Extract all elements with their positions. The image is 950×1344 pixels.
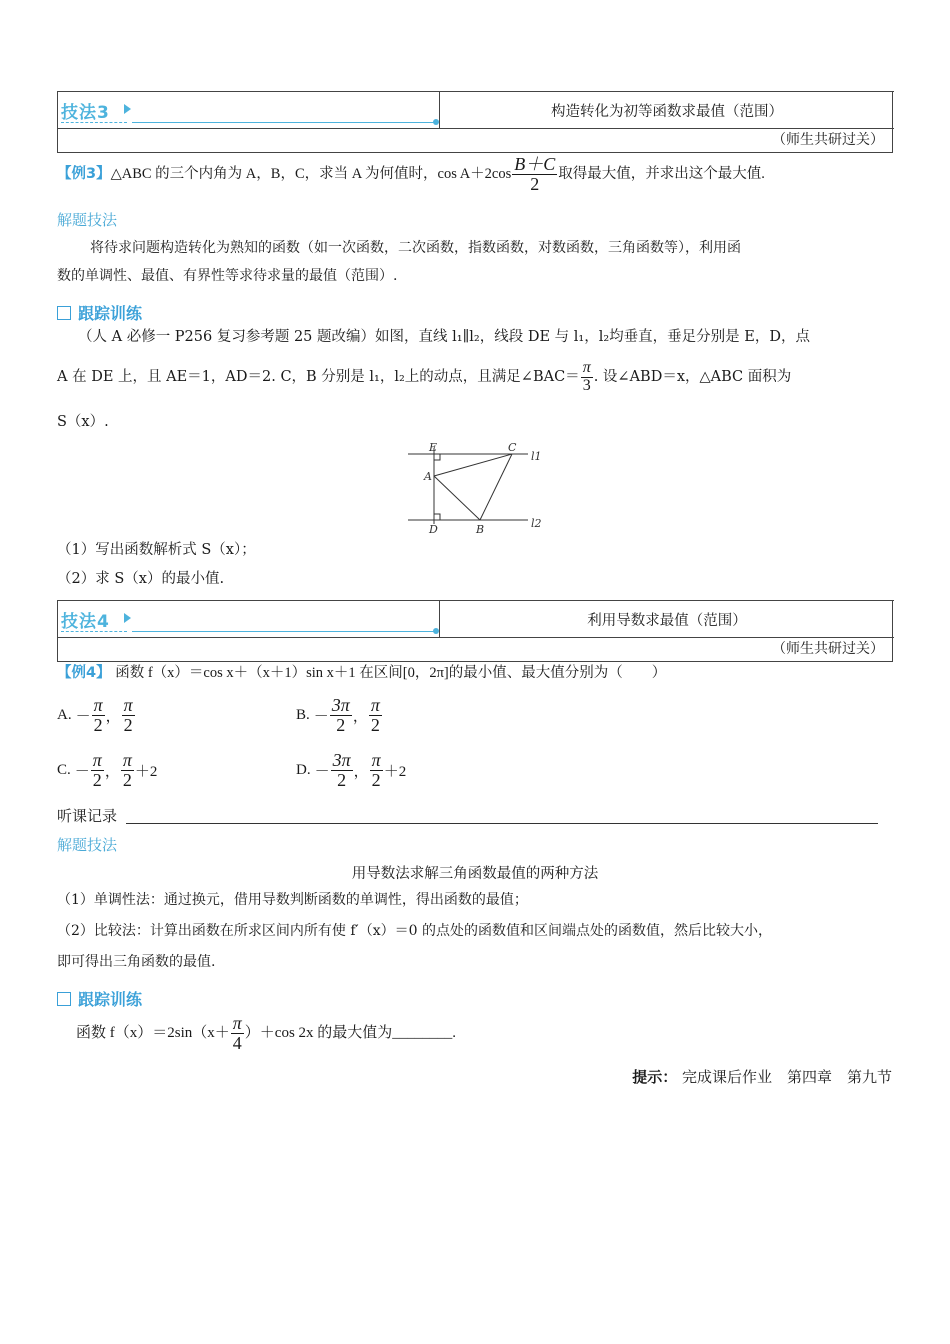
segment-AB: [434, 476, 480, 520]
segment-BC: [480, 454, 512, 520]
method-4-line-1: （1）单调性法：通过换元，借用导数判断函数的单调性，得出函数的最值；: [57, 892, 528, 908]
method-4-heading: 解题技法: [57, 836, 118, 854]
example-3: [57, 155, 897, 194]
technique-4-title: 利用导数求最值（范围）: [439, 600, 894, 638]
option-A: A. － $\frac{\pi}{2}$ ， $\frac{\pi}{2}$: [57, 695, 133, 735]
technique-3-title: 构造转化为初等函数求最值（范围）: [439, 91, 894, 129]
option-D: D. － $\frac{3\pi}{2}$ ， $\frac{\pi}{2}$ ＋2: [296, 750, 407, 790]
label-E: E: [429, 441, 438, 454]
label-A: A: [424, 470, 432, 483]
technique-3-badge: 技法3: [61, 103, 110, 123]
example-3-text-b: 取得最大值，并求出这个最大值.: [558, 166, 765, 183]
geometry-figure: [400, 438, 550, 538]
method-3-heading: 解题技法: [57, 211, 118, 229]
example-3-text-a: △ABC 的三个内角为 A，B，C，求当 A 为何值时，cos A＋2cos: [110, 166, 512, 183]
method-4-line-2: （2）比较法：计算出函数在所求区间内所有使 f′（x）＝0 的点处的函数值和区间端点处的函数值，然后比较大小，: [57, 923, 772, 939]
track-1-line-2: A 在 DE 上，且 AE＝1，AD＝2. C，B 分别是 l₁，l₂上的动点，且满足∠BAC＝ $\frac{\pi}{3}$ . 设∠ABD＝x，△ABC 面积为: [57, 359, 792, 394]
example-3-fraction: $\frac{B+C}{2}$: [514, 154, 556, 194]
example-4-label: 【例4】: [57, 665, 111, 681]
track-2-problem: 函数 f（x）＝2sin（x＋ $\frac{\pi}{4}$ ）＋cos 2x 的最大值为________.: [76, 1013, 457, 1053]
track-1-fraction: $\frac{\pi}{3}$: [582, 359, 591, 394]
right-angle-D: [434, 514, 440, 520]
notes-line: [126, 823, 878, 824]
label-C: C: [508, 441, 517, 454]
track-2-heading: 跟踪训练: [57, 987, 142, 1010]
track-1-line-1: （人 A 必修一 P256 复习参考题 25 题改编）如图，直线 l₁∥l₂，线段 DE 与 l₁，l₂均垂直，垂足分别是 E，D，点: [78, 329, 810, 345]
play-triangle-icon: [124, 104, 131, 114]
track-1-line-3: S（x）.: [57, 414, 109, 430]
label-B: B: [476, 523, 485, 536]
technique-4-note: （师生共研过关）: [58, 637, 892, 661]
technique-3-header: [57, 91, 893, 153]
option-B: B. － $\frac{3\pi}{2}$ ， $\frac{\pi}{2}$: [296, 695, 380, 735]
track-1-question-2: （2）求 S（x）的最小值.: [57, 571, 225, 587]
checkbox-icon: [57, 306, 71, 320]
technique-3-note: （师生共研过关）: [58, 128, 892, 152]
label-D: D: [429, 523, 438, 536]
hint-label: 提示：: [632, 1068, 678, 1086]
method-4-line-3: 即可得出三角函数的最值.: [57, 954, 216, 970]
segment-AC: [434, 454, 512, 476]
right-angle-E: [434, 454, 440, 460]
technique-4-badge: 技法4: [61, 612, 110, 632]
method-3-line-1: 将待求问题构造转化为熟知的函数（如一次函数，二次函数，指数函数，对数函数，三角函数等），利用函: [90, 240, 741, 256]
method-3-line-2: 数的单调性、最值、有界性等求待求量的最值（范围）.: [57, 268, 398, 284]
track-1-question-1: （1）写出函数解析式 S（x）；: [57, 542, 256, 558]
hint-text: 完成课后作业 第四章 第九节: [681, 1068, 892, 1086]
checkbox-icon: [57, 992, 71, 1006]
example-3-label: 【例3】: [57, 166, 111, 183]
footer-hint: [632, 1066, 892, 1087]
method-4-subtitle: 用导数法求解三角函数最值的两种方法: [351, 866, 599, 882]
track-2-fraction: $\frac{\pi}{4}$: [232, 1013, 242, 1053]
example-4-text: 函数 f（x）＝cos x＋（x＋1）sin x＋1 在区间[0，2π]的最小值、最大值分别为（ ）: [115, 665, 667, 681]
track-1-heading: 跟踪训练: [57, 301, 142, 324]
play-triangle-icon: [124, 613, 131, 623]
label-l1: l1: [531, 450, 542, 463]
option-C: C. － $\frac{\pi}{2}$ ， $\frac{\pi}{2}$ ＋2: [57, 750, 158, 790]
label-l2: l2: [531, 517, 542, 530]
notes-label: 听课记录: [57, 807, 118, 825]
technique-4-header: [57, 600, 893, 662]
example-4: [57, 659, 897, 687]
